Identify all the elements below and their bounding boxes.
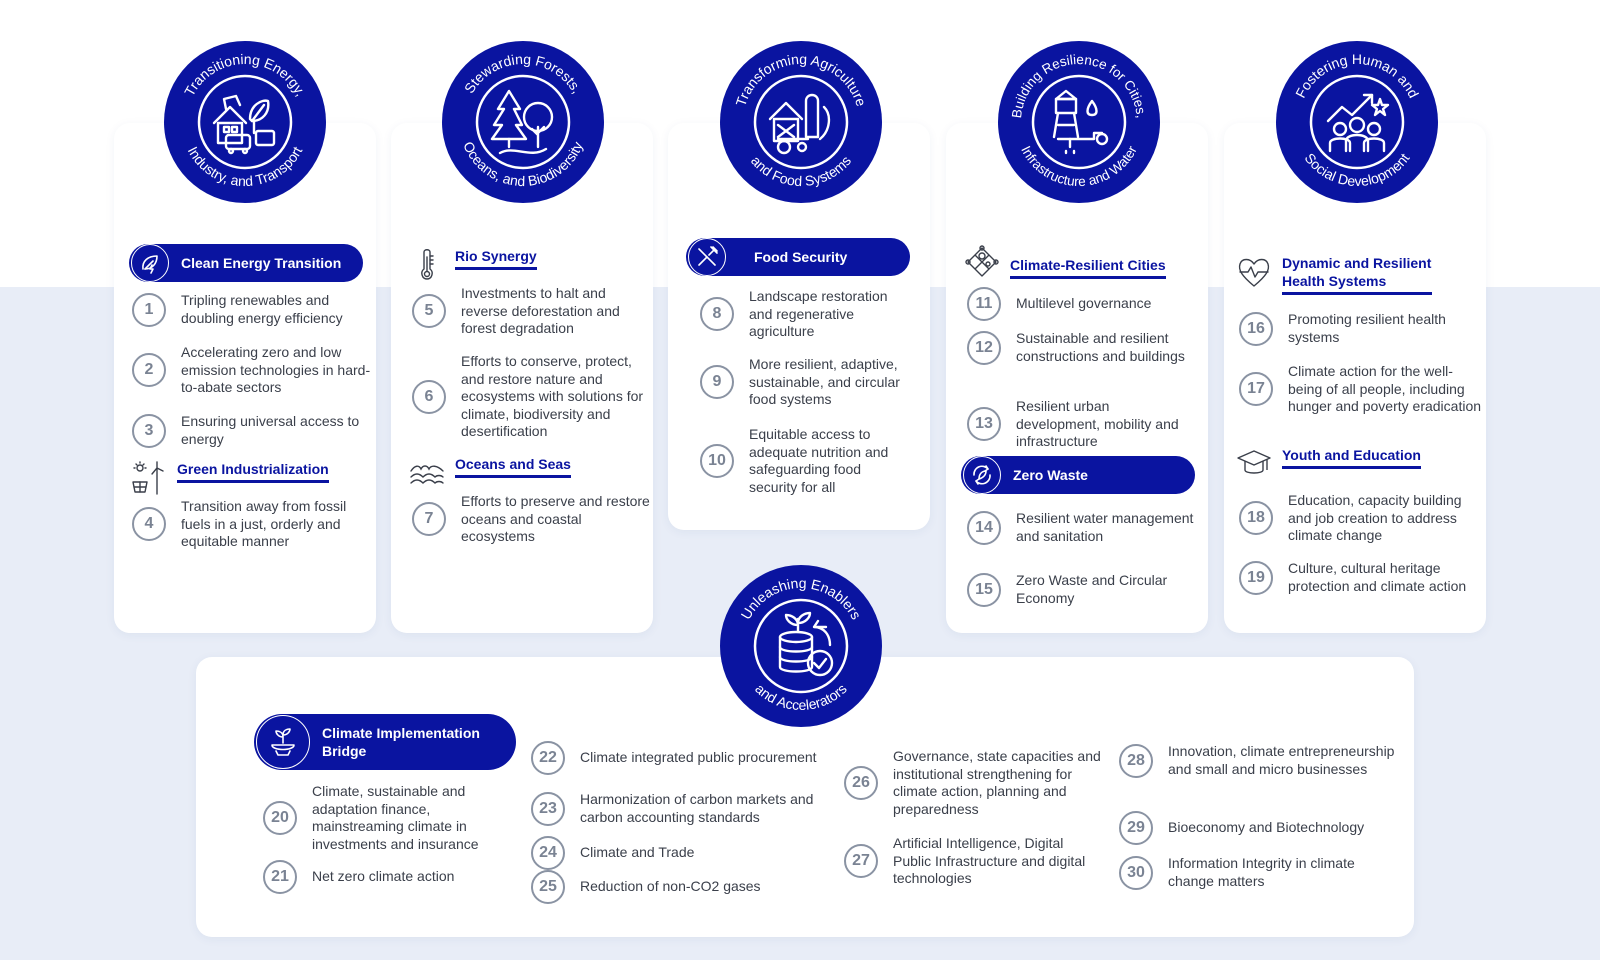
waves-icon <box>409 455 445 491</box>
medal-title-bottom: Industry, and Transport <box>184 143 306 190</box>
item-number: 28 <box>1119 744 1153 778</box>
section-title: Rio Synergy <box>455 247 537 270</box>
item-text: More resilient, adaptive, sustainable, and circular food systems <box>749 356 900 407</box>
svg-text:Oceans, and Biodiversity: Oceans, and Biodiversity <box>460 138 586 190</box>
item-number: 21 <box>263 860 297 894</box>
fork-knife-icon <box>688 238 726 276</box>
item-number: 26 <box>844 766 878 800</box>
item-text: Innovation, climate entrepreneurship and small and micro businesses <box>1168 743 1395 777</box>
list-item <box>967 572 1196 607</box>
item-number: 19 <box>1239 561 1273 595</box>
svg-text:Social Development: Social Development <box>1301 149 1413 190</box>
section-heading-green-industrialization <box>131 460 329 496</box>
item-text: Efforts to conserve, protect, and restore nature and ecosystems with solutions for climate, biodiversity and desertification <box>461 353 644 439</box>
recycle-leaf-icon <box>963 456 1001 494</box>
item-text: Ensuring universal access to energy <box>181 413 360 447</box>
item-text: Education, capacity building and job creation to address climate change <box>1288 492 1462 543</box>
list-item <box>967 287 1196 321</box>
item-number: 13 <box>967 407 1001 441</box>
list-item <box>1119 743 1398 778</box>
item-text: Landscape restoration and regenerative agriculture <box>749 288 888 339</box>
enablers-medal <box>720 565 882 727</box>
item-text: Climate and Trade <box>580 844 695 861</box>
item-number: 9 <box>700 365 734 399</box>
coins-growth-icon <box>780 613 832 675</box>
item-number: 3 <box>132 414 166 448</box>
list-item <box>700 288 913 341</box>
item-text: Reduction of non-CO2 gases <box>580 878 761 895</box>
item-text: Climate, sustainable and adaptation finance, mainstreaming climate in investments and insurance <box>312 783 479 852</box>
list-item <box>531 741 835 775</box>
thermometer-icon <box>409 247 445 283</box>
section-pill-food-security <box>686 238 910 276</box>
item-text: Information Integrity in climate change matters <box>1168 855 1355 889</box>
item-number: 20 <box>263 801 297 835</box>
list-item <box>700 356 913 409</box>
item-number: 12 <box>967 331 1001 365</box>
section-title: Zero Waste <box>1013 467 1088 483</box>
item-text: Harmonization of carbon markets and carbon accounting standards <box>580 791 814 825</box>
list-item <box>1239 363 1483 416</box>
item-text: Culture, cultural heritage protection and climate action <box>1288 560 1467 594</box>
item-number: 7 <box>412 502 446 536</box>
list-item <box>412 353 653 441</box>
section-title: Climate-Resilient Cities <box>1010 256 1166 279</box>
list-item <box>967 398 1196 451</box>
list-item <box>132 413 371 448</box>
item-number: 18 <box>1239 501 1273 535</box>
item-text: Net zero climate action <box>312 868 455 885</box>
pillar-medal-human <box>1276 41 1438 203</box>
item-number: 25 <box>531 870 565 904</box>
item-text: Climate action for the well-being of all people, including hunger and poverty eradication <box>1288 363 1482 414</box>
pillar-medal-forests <box>442 41 604 203</box>
item-number: 11 <box>967 287 1001 321</box>
section-heading-rio-synergy <box>409 247 537 283</box>
svg-text:Building Resilience for Cities: Building Resilience for Cities, <box>1009 51 1149 120</box>
item-text: Climate integrated public procurement <box>580 749 817 766</box>
list-item <box>263 860 502 894</box>
section-title: Food Security <box>754 249 848 265</box>
item-text: Tripling renewables and doubling energy efficiency <box>181 292 343 326</box>
section-pill-zero-waste <box>961 456 1195 494</box>
section-heading-youth-education <box>1236 446 1421 482</box>
item-text: Artificial Intelligence, Digital Public Infrastructure and digital technologies <box>893 835 1086 886</box>
list-item <box>132 292 371 327</box>
item-text: Sustainable and resilient constructions and buildings <box>1016 330 1185 364</box>
item-number: 4 <box>132 507 166 541</box>
city-map-icon <box>964 244 1000 280</box>
svg-text:Fostering Human and: Fostering Human and <box>1292 51 1422 101</box>
item-number: 5 <box>412 294 446 328</box>
item-number: 23 <box>531 792 565 826</box>
item-number: 22 <box>531 741 565 775</box>
heart-pulse-icon <box>1236 254 1272 290</box>
item-number: 2 <box>132 353 166 387</box>
list-item <box>967 510 1196 545</box>
people-growth-icon <box>1328 95 1388 151</box>
svg-text:and Accelerators: and Accelerators <box>752 680 850 714</box>
item-text: Investments to halt and reverse deforestation and forest degradation <box>461 285 620 336</box>
section-heading-oceans-seas <box>409 455 571 491</box>
list-item <box>967 330 1196 365</box>
forest-icon <box>492 91 552 153</box>
list-item <box>844 835 1103 888</box>
section-title: Oceans and Seas <box>455 455 571 478</box>
medal-title-top: Transitioning Energy, <box>181 50 310 99</box>
list-item <box>531 836 835 870</box>
svg-text:Stewarding Forests,: Stewarding Forests, <box>460 50 586 97</box>
list-item <box>1119 811 1398 845</box>
pillar-medal-energy <box>164 41 326 203</box>
item-number: 8 <box>700 297 734 331</box>
section-heading-climate-resilient-cities <box>964 244 1166 280</box>
item-text: Multilevel governance <box>1016 295 1152 312</box>
svg-text:and Food Systems: and Food Systems <box>747 152 855 190</box>
section-pill-clean-energy <box>129 244 363 282</box>
list-item <box>1119 855 1398 890</box>
item-number: 29 <box>1119 811 1153 845</box>
item-text: Promoting resilient health systems <box>1288 311 1446 345</box>
item-number: 1 <box>132 293 166 327</box>
item-text: Efforts to preserve and restore oceans and coastal ecosystems <box>461 493 650 544</box>
plug-leaf-icon <box>131 244 169 282</box>
item-number: 30 <box>1119 856 1153 890</box>
list-item <box>844 748 1103 818</box>
section-title: Green Industrialization <box>177 460 329 483</box>
list-item <box>1239 492 1483 545</box>
item-text: Governance, state capacities and institutional strengthening for climate action, planning and preparedness <box>893 748 1101 817</box>
list-item <box>263 783 502 853</box>
item-number: 14 <box>967 511 1001 545</box>
section-title: Dynamic and Resilient Health Systems <box>1282 254 1432 295</box>
item-number: 6 <box>412 380 446 414</box>
list-item <box>132 498 371 551</box>
list-item <box>132 344 371 397</box>
water-tower-icon <box>1054 91 1107 153</box>
section-pill-implementation-bridge <box>254 714 516 770</box>
list-item <box>531 870 835 904</box>
item-text: Bioeconomy and Biotechnology <box>1168 819 1365 836</box>
section-title: Climate Implementation Bridge <box>322 725 480 759</box>
item-number: 27 <box>844 844 878 878</box>
section-title: Youth and Education <box>1282 446 1421 469</box>
house-energy-icon <box>214 96 274 153</box>
section-title: Clean Energy Transition <box>181 255 342 271</box>
list-item <box>1239 311 1483 346</box>
svg-text:Infrastructure and Water: Infrastructure and Water <box>1018 143 1140 190</box>
item-number: 10 <box>700 444 734 478</box>
section-heading-health-systems <box>1236 254 1432 295</box>
item-text: Accelerating zero and low emission technologies in hard-to-abate sectors <box>181 344 371 395</box>
svg-text:Unleashing Enablers: Unleashing Enablers <box>737 574 865 623</box>
item-number: 16 <box>1239 312 1273 346</box>
pillar-medal-cities <box>998 41 1160 203</box>
item-number: 24 <box>531 836 565 870</box>
item-text: Resilient water management and sanitation <box>1016 510 1194 544</box>
svg-text:Transforming Agriculture: Transforming Agriculture <box>732 50 870 109</box>
list-item <box>700 426 913 496</box>
graduation-cap-icon <box>1236 446 1272 482</box>
pillar-medal-agriculture <box>720 41 882 203</box>
item-text: Transition away from fossil fuels in a just, orderly and equitable manner <box>181 498 347 549</box>
item-text: Zero Waste and Circular Economy <box>1016 572 1168 606</box>
item-text: Resilient urban development, mobility and infrastructure <box>1016 398 1179 449</box>
list-item <box>531 791 835 826</box>
hand-plant-icon <box>256 715 310 769</box>
farm-icon <box>770 95 829 153</box>
list-item <box>412 493 653 546</box>
solar-wind-icon <box>131 460 167 496</box>
item-text: Equitable access to adequate nutrition and safeguarding food security for all <box>749 426 889 495</box>
list-item <box>412 285 653 338</box>
item-number: 15 <box>967 573 1001 607</box>
list-item <box>1239 560 1483 595</box>
item-number: 17 <box>1239 372 1273 406</box>
